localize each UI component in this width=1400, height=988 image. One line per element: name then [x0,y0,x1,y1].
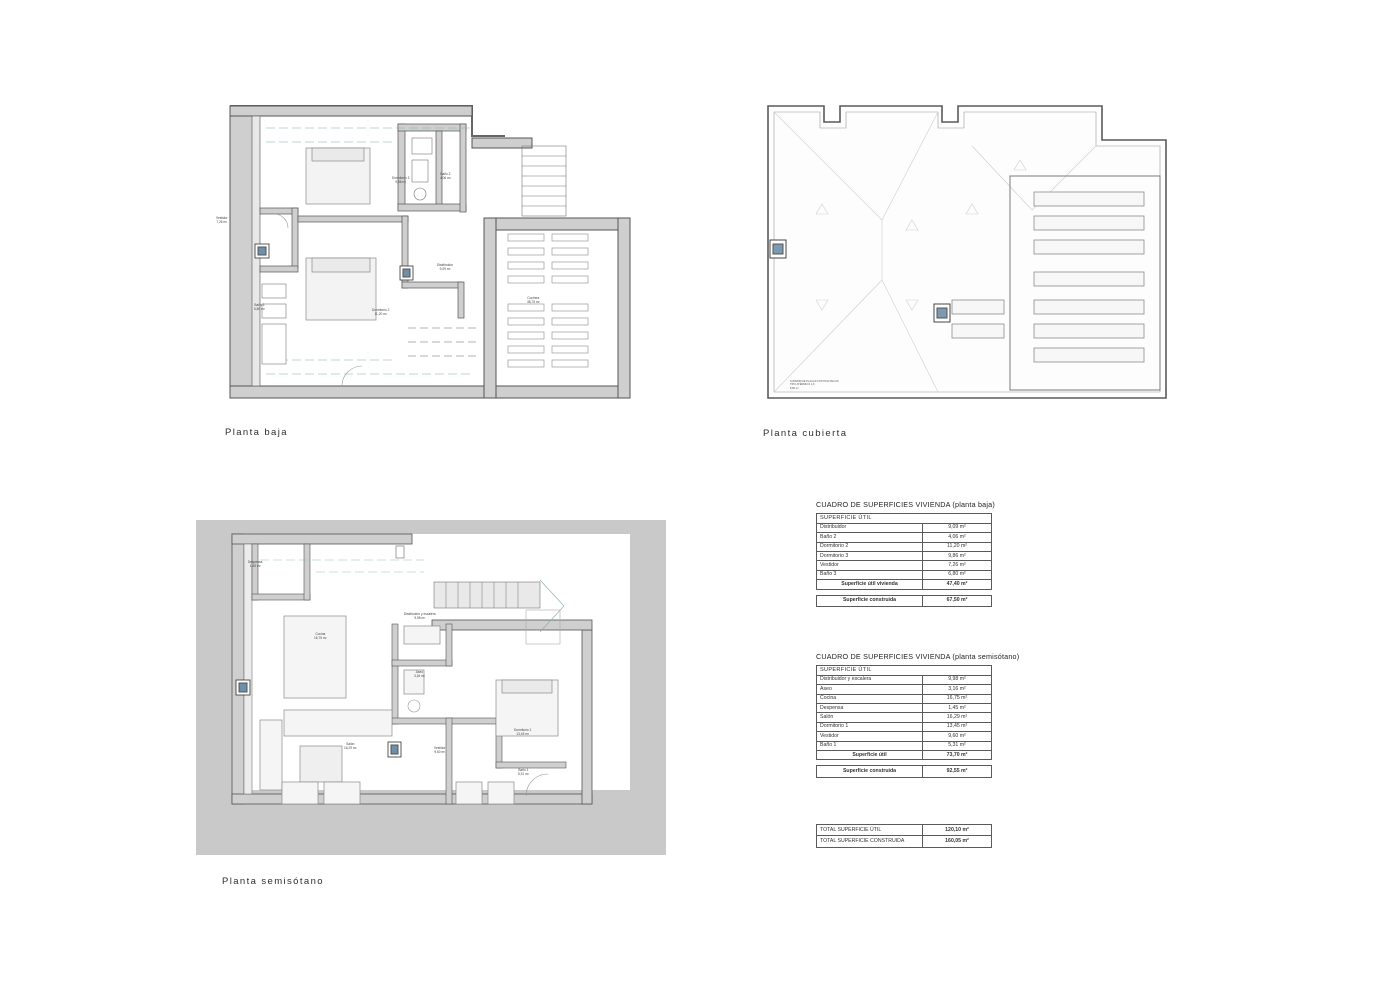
table-row: Baño 2 4,06 m² [817,533,992,542]
table-ss-header: SUPERFICIE ÚTIL [817,666,992,676]
table-row: Despensa 1,45 m² [817,703,992,712]
table-row: Vestidor 7,26 m² [817,561,992,570]
room-label-vestidor-pb: Vestidor 7,26 m² [216,216,228,224]
table-ss-built [816,765,992,777]
room-label-distribuidor-escalera: Distribuidor y escalera 9,98 m² [404,612,436,620]
surface-table-title-ss: CUADRO DE SUPERFICIES VIVIENDA (planta semisótano) [816,652,1020,661]
table-row: Distribuidor 9,09 m² [817,523,992,532]
table-row: TOTAL SUPERFICIE ÚTIL 120,10 m² [817,825,992,836]
table-summary [816,824,992,848]
room-label-cocina: Cocina 16,75 m² [314,632,327,640]
room-label-despensa: Despensa 1,45 m² [248,560,263,568]
table-row: Cocina 16,75 m² [817,694,992,703]
table-row: Superficie construida 92,55 m² [817,766,992,777]
floorplan-planta-baja [216,98,642,408]
room-label-bano3: Baño 3 6,80 m² [254,303,265,311]
planta-semisotano-svg [196,520,666,855]
table-total-row: Superficie útil 73,70 m² [817,750,992,759]
table-row: Salón 16,29 m² [817,713,992,722]
table-row: Baño 3 6,80 m² [817,570,992,579]
table-row: Superficie construida 67,50 m² [817,595,992,606]
table-pb [816,513,992,590]
table-row: Baño 1 5,31 m² [817,741,992,750]
cubierta-note: SUPERFICIE PLACAS FOTOVOLTAICAS TIPO ATÉRMICO 1,6 8,80 m² [790,380,839,390]
surface-table-semisotano [816,652,1020,778]
room-label-cochera: Cochera 38,75 m² [527,296,540,304]
room-label-vestidor-ss: Vestidor 9,60 m² [434,746,446,754]
surface-table-planta-baja [816,500,995,607]
table-pb-header: SUPERFICIE ÚTIL [817,514,992,524]
table-row: TOTAL SUPERFICIE CONSTRUIDA 160,05 m² [817,836,992,847]
table-row: Vestidor 9,60 m² [817,732,992,741]
table-row: Aseo 3,16 m² [817,685,992,694]
table-ss [816,665,992,760]
floorplan-planta-cubierta [762,100,1182,405]
table-row: Dormitorio 1 13,45 m² [817,722,992,731]
caption-planta-cubierta: Planta cubierta [763,428,848,439]
table-total-row: Superficie útil vivienda 47,40 m² [817,580,992,589]
room-label-dormitorio2: Dormitorio 2 11,20 m² [372,308,390,316]
room-label-distribuidor-pb: Distribuidor 9,09 m² [437,263,454,271]
floorplan-planta-semisotano [196,520,666,855]
room-label-dormitorio1: Dormitorio 1 13,45 m² [514,728,532,736]
surface-summary-table [816,824,992,848]
room-label-dormitorio3: Dormitorio 3 9,86 m² [392,176,410,184]
caption-planta-baja: Planta baja [225,427,288,438]
room-label-aseo: Aseo 3,16 m² [414,670,425,678]
table-row: Dormitorio 3 9,86 m² [817,551,992,560]
surface-table-title-pb: CUADRO DE SUPERFICIES VIVIENDA (planta baja) [816,500,995,509]
table-pb-built [816,595,992,607]
planta-cubierta-svg [762,100,1182,405]
room-label-salon: Salón 16,29 m² [344,742,357,750]
room-label-bano2: Baño 2 4,06 m² [440,172,451,180]
caption-planta-semisotano: Planta semisótano [222,876,324,887]
planta-baja-svg [222,98,642,408]
table-row: Dormitorio 2 11,20 m² [817,542,992,551]
table-row: Distribuidor y escalera 9,98 m² [817,675,992,684]
room-label-bano1: Baño 1 5,31 m² [518,768,529,776]
